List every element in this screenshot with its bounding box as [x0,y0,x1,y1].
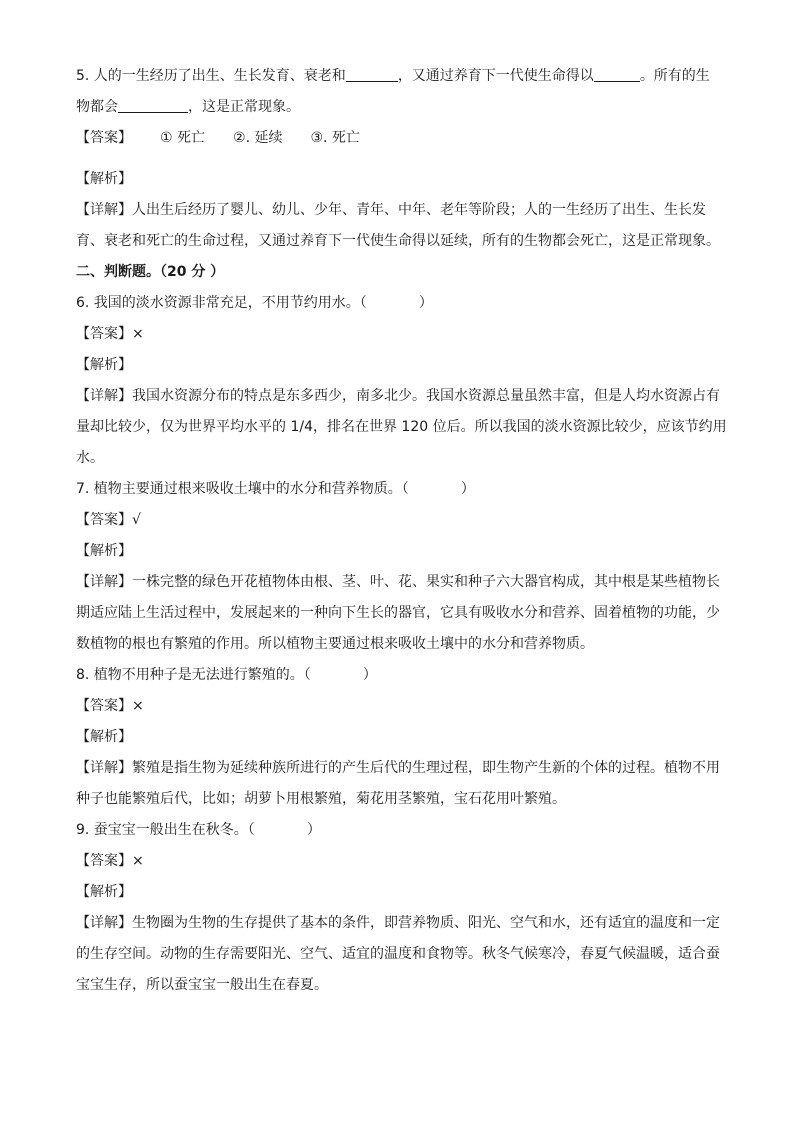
q9-analysis-label [76,880,726,911]
q5-text: ，这是正常现象。 [188,99,300,115]
q7-stem [76,477,726,508]
section-heading [76,260,726,291]
answer-label: 【答案】 [76,326,132,342]
analysis-label: 【解析】 [76,171,132,187]
detail-text: 量却比较少，仅为世界平均水平的 1/4，排名在世界 120 位后。所以我国的淡水资源比较少，应该节约用 [76,419,727,435]
detail-label: 【详解】 [76,760,132,776]
q8-stem-text: 8. 植物不用种子是无法进行繁殖的。（ [76,667,311,683]
q7-stem-text: 7. 植物主要通过根来吸收土壤中的水分和营养物质。（ [76,481,409,497]
q6-stem [76,291,726,322]
q6-stem-text: 6. 我国的淡水资源非常充足，不用节约用水。（ [76,295,367,311]
answer-label: 【答案】 [76,853,132,869]
analysis-label: 【解析】 [76,884,132,900]
detail-text: 期适应陆上生活过程中，发展起来的一种向下生长的器官，它具有吸收水分和营养、固着植物的功能，少 [76,605,720,621]
q9-answer-mark: × [132,853,144,869]
q5-blank-2 [594,65,640,82]
detail-text: 一株完整的绿色开花植物体由根、茎、叶、花、果实和种子六大器官构成，其中根是某些植物长 [132,574,720,590]
q8-detail-line2 [76,787,726,818]
q5-text: 物都会 [76,99,118,115]
q9-answer [76,849,726,880]
q5-detail-line1 [76,198,726,229]
q6-detail-line1 [76,384,726,415]
q9-stem [76,818,726,849]
q7-detail-line3 [76,632,726,663]
analysis-label: 【解析】 [76,729,132,745]
q7-detail-line2 [76,601,726,632]
detail-text: 水。 [76,450,104,466]
detail-label: 【详解】 [76,574,132,590]
q5-text: 。所有的生 [639,68,710,84]
detail-text: 繁殖是指生物为延续种族所进行的产生后代的生理过程，即生物产生新的个体的过程。植物不用 [132,760,720,776]
q5-answer [76,126,726,157]
answer-label: 【答案】 [76,512,132,528]
detail-text: 种子也能繁殖后代，比如；胡萝卜用根繁殖，菊花用茎繁殖，宝石花用叶繁殖。 [76,791,566,807]
detail-text: 生物圈为生物的生存提供了基本的条件，即营养物质、阳光、空气和水，还有适宜的温度和一定 [132,915,720,931]
analysis-label: 【解析】 [76,357,132,373]
q6-analysis-label [76,353,726,384]
detail-text: 宝宝生存，所以蚕宝宝一般出生在春夏。 [76,977,328,993]
detail-text: 人出生后经历了婴儿、幼儿、少年、青年、中年、老年等阶段；人的一生经历了出生、生长发 [132,202,706,218]
q7-analysis-label [76,539,726,570]
q8-paren-close: ） [362,667,377,683]
q5-answer-1: ① 死亡 [160,130,206,146]
q8-answer [76,694,726,725]
q5-answer-2: ②. 延续 [233,130,283,146]
q5-answer-3: ③. 死亡 [310,130,360,146]
q9-detail-line1 [76,911,726,942]
detail-text: 的生存空间。动物的生存需要阳光、空气、适宜的温度和食物等。秋冬气候寒冷，春夏气候温暖，适合蚕 [76,946,720,962]
q9-detail-line3 [76,973,726,1004]
q8-answer-mark: × [132,698,144,714]
q7-answer [76,508,726,539]
q6-answer [76,322,726,353]
q6-detail-line3 [76,446,726,477]
detail-label: 【详解】 [76,915,132,931]
q5-blank-3 [118,96,188,113]
q8-detail-line1 [76,756,726,787]
q5-stem-line1 [76,64,726,95]
section-title: 二、判断题。（20 分 ） [76,264,225,280]
q9-detail-line2 [76,942,726,973]
q7-answer-mark: √ [132,512,141,528]
q5-text: 5. 人的一生经历了出生、生长发育、衰老和 [76,68,346,84]
q6-detail-line2 [76,415,726,446]
q6-paren-close: ） [418,295,433,311]
answer-label: 【答案】 [76,698,132,714]
analysis-label: 【解析】 [76,543,132,559]
q7-paren-close: ） [460,481,475,497]
document-content [76,64,726,1004]
q6-answer-mark: × [132,326,144,342]
q9-paren-close: ） [306,822,321,838]
detail-label: 【详解】 [76,388,132,404]
detail-text: 数植物的根也有繁殖的作用。所以植物主要通过根来吸收土壤中的水分和营养物质。 [76,636,594,652]
q5-text: ，又通过养育下一代使生命得以 [397,68,594,84]
detail-text: 育、衰老和死亡的生命过程，又通过养育下一代使生命得以延续，所有的生物都会死亡，这是正常现象。 [76,233,720,249]
q8-analysis-label [76,725,726,756]
q8-stem [76,663,726,694]
q5-stem-line2 [76,95,726,126]
answer-label: 【答案】 [76,130,132,146]
q5-analysis-label [76,167,726,198]
q5-blank-1 [346,65,398,82]
q9-stem-text: 9. 蚕宝宝一般出生在秋冬。（ [76,822,255,838]
detail-label: 【详解】 [76,202,132,218]
q5-detail-line2 [76,229,726,260]
detail-text: 我国水资源分布的特点是东多西少，南多北少。我国水资源总量虽然丰富，但是人均水资源占有 [132,388,720,404]
q7-detail-line1 [76,570,726,601]
